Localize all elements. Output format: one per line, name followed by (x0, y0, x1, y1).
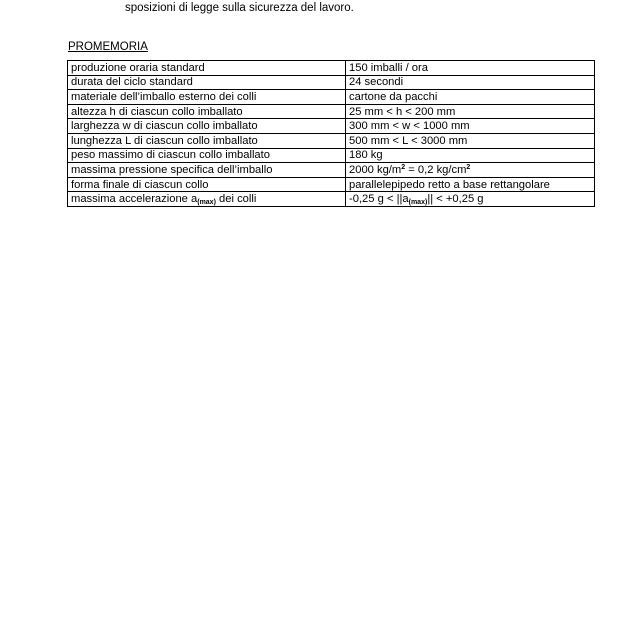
row-label: massima pressione specifica dell’imballo (68, 163, 346, 178)
pressure-value-b: = 0,2 kg/cm (405, 163, 467, 176)
acceleration-value-post: || < +0,25 g (427, 193, 484, 206)
row-label (68, 192, 346, 207)
row-label: forma finale di ciascun collo (68, 177, 346, 192)
row-value: 500 mm < L < 3000 mm (346, 133, 595, 148)
row-label: materiale dell’imballo esterno dei colli (68, 90, 346, 105)
acceleration-value-subscript: (max) (408, 199, 428, 207)
row-label: peso massimo di ciascun collo imballato (68, 148, 346, 163)
table-row (68, 104, 595, 119)
row-label: altezza h di ciascun collo imballato (68, 104, 346, 119)
section-heading: PROMEMORIA (68, 41, 148, 53)
row-value (346, 192, 595, 207)
table-row (68, 192, 595, 207)
row-value: 300 mm < w < 1000 mm (346, 119, 595, 134)
row-label: durata del ciclo standard (68, 75, 346, 90)
row-label: lunghezza L di ciascun collo imballato (68, 133, 346, 148)
acceleration-label-post: dei colli (215, 193, 257, 206)
pressure-exponent-b: 2 (466, 163, 471, 171)
row-value: 180 kg (346, 148, 595, 163)
row-value: parallelepipedo retto a base rettangolare (346, 177, 595, 192)
row-value (346, 163, 595, 178)
table-row (68, 75, 595, 90)
table-row (68, 119, 595, 134)
memo-table (67, 60, 595, 207)
pressure-value-a: 2000 kg/m (349, 163, 402, 176)
row-value: 25 mm < h < 200 mm (346, 104, 595, 119)
table-row (68, 148, 595, 163)
table-row (68, 90, 595, 105)
table-row (68, 163, 595, 178)
row-value: 24 secondi (346, 75, 595, 90)
row-value: cartone da pacchi (346, 90, 595, 105)
table-row (68, 61, 595, 76)
table-row (68, 177, 595, 192)
intro-text: sposizioni di legge sulla sicurezza del lavoro. (125, 2, 354, 14)
row-label: larghezza w di ciascun collo imballato (68, 119, 346, 134)
table-row (68, 133, 595, 148)
acceleration-value-pre: -0,25 g < ||a (349, 193, 409, 206)
pressure-exponent-a: 2 (401, 163, 406, 171)
acceleration-label-subscript: (max) (197, 199, 216, 207)
acceleration-label-pre: massima accelerazione a (71, 193, 198, 206)
row-label: produzione oraria standard (68, 61, 346, 76)
row-value: 150 imballi / ora (346, 61, 595, 76)
